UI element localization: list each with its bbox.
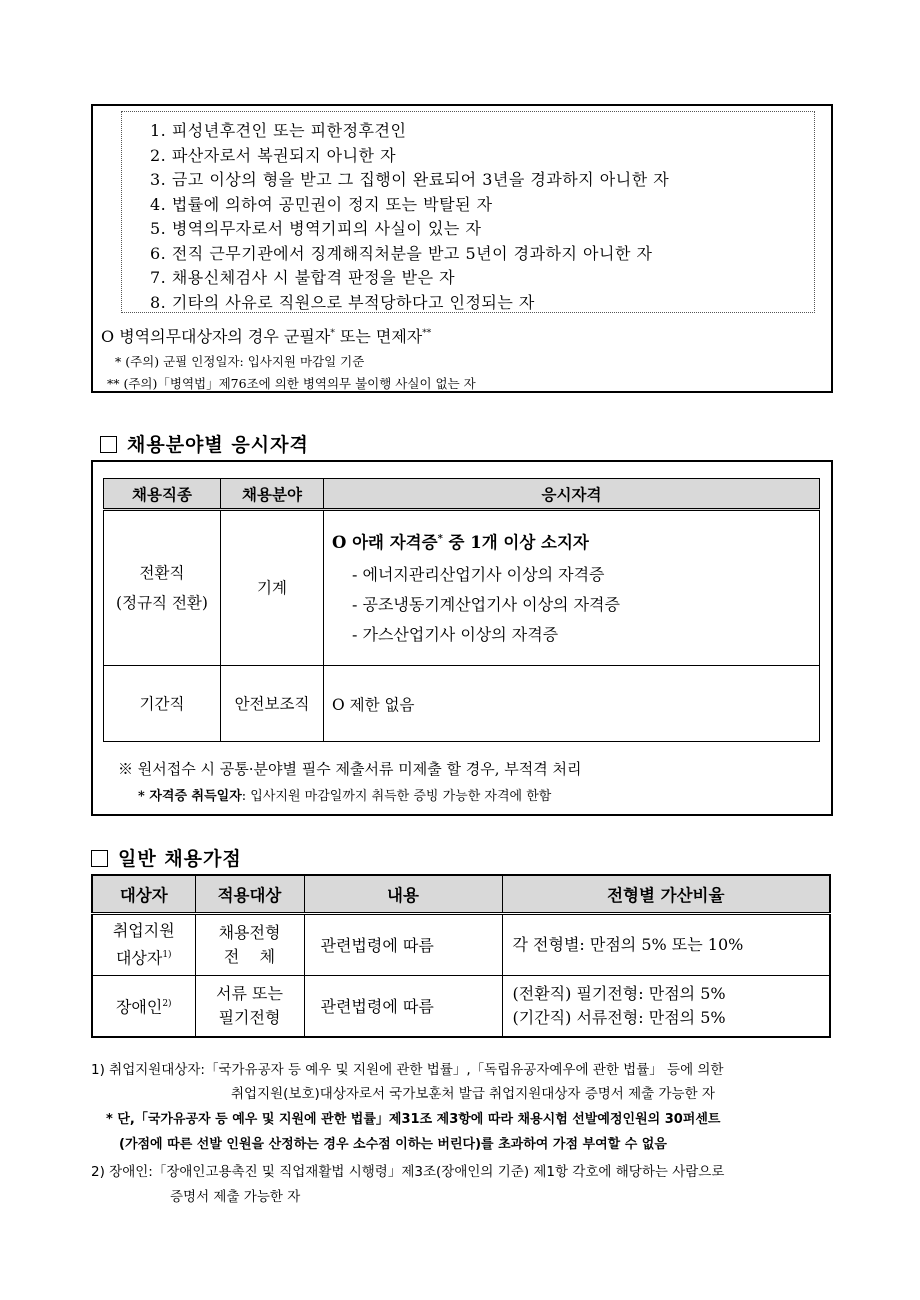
requirement-cell xyxy=(324,510,820,666)
apply-cell: 채용전형 전 체 xyxy=(195,913,304,975)
qualification-box xyxy=(91,460,833,816)
list-item: 1. 피성년후견인 또는 피한정후견인 xyxy=(150,121,407,140)
bonus-table xyxy=(91,874,831,1038)
table-row xyxy=(92,913,830,975)
certificate-item: - 가스산업기사 이상의 자격증 xyxy=(352,625,559,644)
field-cell: 기계 xyxy=(221,510,324,666)
disqualification-box xyxy=(91,104,833,393)
list-item: 7. 채용신체검사 시 불합격 판정을 받은 자 xyxy=(150,268,456,287)
list-item: 3. 금고 이상의 형을 받고 그 집행이 완료되어 3년을 경과하지 아니한 자 xyxy=(150,170,670,189)
footnote-bold: * 단,「국가유공자 등 예우 및 지원에 관한 법률」제31조 제3항에 따라 채용시험 선발예정인원의 30퍼센트 xyxy=(106,1112,721,1127)
content-cell: 관련법령에 따름 xyxy=(304,913,502,975)
certificate-date-note: * 자격증 취득일자: 입사지원 마감일까지 취득한 증빙 가능한 자격에 한함 xyxy=(138,789,552,804)
footnote: 취업지원(보호)대상자로서 국가보훈처 발급 취업지원대상자 증명서 제출 가능한 자 xyxy=(231,1086,715,1102)
footnote: 증명서 제출 가능한 자 xyxy=(170,1189,301,1205)
column-header: 채용직종 xyxy=(104,479,221,510)
list-item: 6. 전직 근무기관에서 징계해직처분을 받고 5년이 경과하지 아니한 자 xyxy=(150,244,653,263)
certificate-item: - 공조냉동기계산업기사 이상의 자격증 xyxy=(352,595,620,614)
qualification-table xyxy=(103,478,820,742)
ratio-cell: 각 전형별: 만점의 5% 또는 10% xyxy=(502,913,830,975)
table-row xyxy=(92,975,830,1037)
job-type-cell: 기간직 xyxy=(104,666,221,742)
disqualification-list xyxy=(121,111,815,313)
footnote-bold: (가점에 따른 선발 인원을 산정하는 경우 소수점 이하는 버린다)를 초과하여 가점 부여할 수 없음 xyxy=(119,1137,667,1152)
military-note: ** (주의)「병역법」제76조에 의한 병역의무 불이행 사실이 없는 자 xyxy=(107,376,476,391)
footnote: 1) 취업지원대상자:「국가유공자 등 예우 및 지원에 관한 법률」,「독립유공자예우에 관한 법률」 등에 의한 xyxy=(91,1062,724,1078)
checkbox-square-icon xyxy=(91,850,108,867)
field-cell: 안전보조직 xyxy=(221,666,324,742)
list-item: 4. 법률에 의하여 공민권이 정지 또는 박탈된 자 xyxy=(150,195,493,214)
list-item: 8. 기타의 사유로 직원으로 부적당하다고 인정되는 자 xyxy=(150,293,535,312)
military-requirement: O 병역의무대상자의 경우 군필자* 또는 면제자** xyxy=(101,327,432,346)
section-title: 채용분야별 응시자격 xyxy=(100,430,309,457)
job-type-cell: 전환직 (정규직 전환) xyxy=(104,510,221,666)
column-header: 대상자 xyxy=(92,875,195,913)
requirement-heading: O 아래 자격증* 중 1개 이상 소지자 xyxy=(332,533,589,552)
column-header: 적용대상 xyxy=(195,875,304,913)
section-title: 일반 채용가점 xyxy=(91,844,242,871)
apply-cell: 서류 또는 필기전형 xyxy=(195,975,304,1037)
list-item: 2. 파산자로서 복권되지 아니한 자 xyxy=(150,146,397,165)
footnote: 2) 장애인:「장애인고용촉진 및 직업재활법 시행령」제3조(장애인의 기준) 제1항 각호에 해당하는 사람으로 xyxy=(91,1164,725,1180)
column-header: 채용분야 xyxy=(221,479,324,510)
target-cell: 취업지원 대상자$^{1)}$ xyxy=(92,913,195,975)
column-header: 응시자격 xyxy=(324,479,820,510)
military-note: * (주의) 군필 인정일자: 입사지원 마감일 기준 xyxy=(115,354,365,369)
column-header: 전형별 가산비율 xyxy=(502,875,830,913)
column-header: 내용 xyxy=(304,875,502,913)
target-cell: 장애인$^{2)}$ xyxy=(92,975,195,1037)
table-row xyxy=(104,510,820,666)
certificate-item: - 에너지관리산업기사 이상의 자격증 xyxy=(352,565,605,584)
table-row xyxy=(104,666,820,742)
submission-note: ※ 원서접수 시 공통·분야별 필수 제출서류 미제출 할 경우, 부적격 처리 xyxy=(118,760,582,778)
requirement-cell: O 제한 없음 xyxy=(324,666,820,742)
ratio-cell: (전환직) 필기전형: 만점의 5% (기간직) 서류전형: 만점의 5% xyxy=(502,975,830,1037)
list-item: 5. 병역의무자로서 병역기피의 사실이 있는 자 xyxy=(150,219,482,238)
checkbox-square-icon xyxy=(100,436,117,453)
content-cell: 관련법령에 따름 xyxy=(304,975,502,1037)
